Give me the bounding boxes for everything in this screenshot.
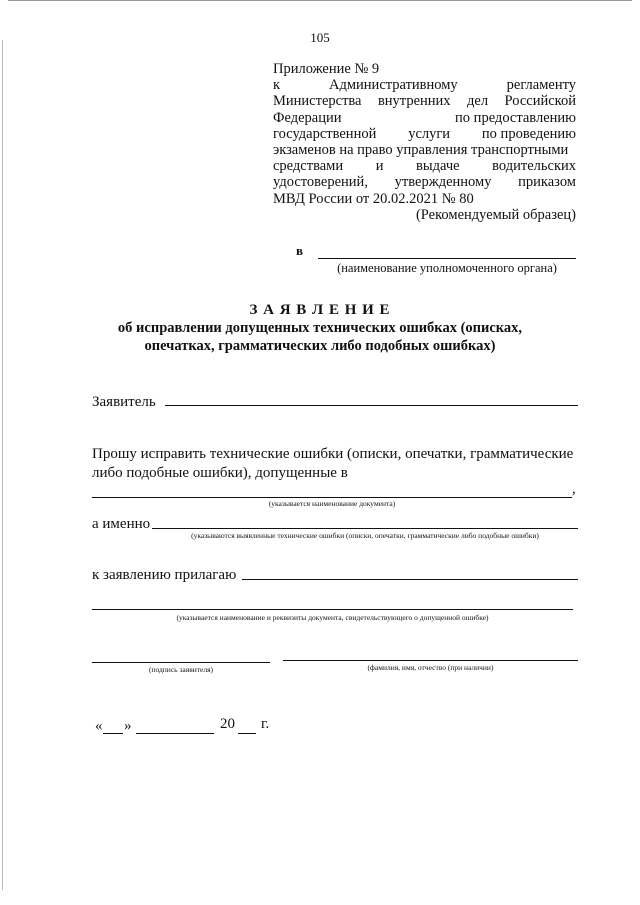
- annex-line-8: МВД России от 20.02.2021 № 80: [273, 190, 474, 207]
- signature-caption: (подпись заявителя): [148, 665, 214, 674]
- annex-block: [273, 61, 576, 223]
- full-name-field-line[interactable]: [283, 660, 578, 661]
- recipient-caption: (наименование уполномоченного органа): [337, 261, 557, 275]
- date-month-field[interactable]: [136, 733, 214, 734]
- request-text-line-1: Прошу исправить технические ошибки (описки, опечатки, грамматические: [92, 446, 574, 462]
- namely-label: а именно: [92, 516, 151, 532]
- annex-line-1: к Административному регламенту: [273, 77, 576, 94]
- attachment-label: к заявлению прилагаю: [92, 567, 237, 583]
- request-text-line-2: либо подобные ошибки), допущенные в: [92, 465, 348, 481]
- document-field-comma: ,: [572, 481, 576, 497]
- date-year-field[interactable]: [238, 733, 256, 734]
- applicant-label: Заявитель: [92, 394, 156, 410]
- applicant-field-line[interactable]: [165, 405, 578, 406]
- document-subtitle-1: об исправлении допущенных технических ошибках (описках,: [117, 320, 523, 336]
- recommended-sample-note: (Рекомендуемый образец): [415, 206, 576, 223]
- signature-field-line[interactable]: [92, 662, 270, 663]
- attachment-caption: (указывается наименование и реквизиты документа, свидетельствующего о допущенной ошибке): [176, 613, 489, 622]
- date-year-suffix: г.: [261, 716, 270, 732]
- document-caption: (указывается наименование документа): [268, 499, 396, 508]
- attachment-field-line-2[interactable]: [92, 609, 573, 610]
- annex-line-6: средствами и выдаче водительских: [273, 158, 576, 175]
- recipient-field-line[interactable]: [318, 258, 576, 259]
- date-close-quote: »: [124, 718, 132, 734]
- errors-field-line[interactable]: [152, 528, 578, 529]
- date-day-field[interactable]: [103, 733, 123, 734]
- date-open-quote: «: [95, 718, 103, 734]
- document-subtitle-2: опечатках, грамматических либо подобных ошибках): [144, 338, 496, 354]
- annex-line-4: государственной услуги по проведению: [273, 125, 576, 142]
- date-year-prefix: 20: [220, 716, 235, 732]
- annex-line-2: Министерства внутренних дел Российской: [273, 93, 576, 110]
- scan-top-edge: [8, 0, 632, 1]
- attachment-field-line[interactable]: [242, 579, 578, 580]
- annex-line-3: Федерации по предоставлению: [273, 109, 576, 126]
- annex-line-5: экзаменов на право управления транспортными: [273, 142, 569, 159]
- document-field-line[interactable]: [92, 497, 572, 498]
- annex-title: Приложение № 9: [273, 61, 380, 77]
- full-name-caption: (фамилия, имя, отчество (при наличии): [367, 663, 494, 672]
- annex-line-7: удостоверений, утвержденному приказом: [273, 174, 576, 191]
- document-title: З А Я В Л Е Н И Е: [249, 302, 391, 318]
- errors-caption: (указываются выявленные технические ошибки (описки, опечатки, грамматические либо подобные ошибки): [191, 531, 539, 540]
- page-number: 105: [310, 30, 330, 45]
- scan-left-edge: [2, 40, 3, 890]
- recipient-prefix: в: [296, 243, 304, 258]
